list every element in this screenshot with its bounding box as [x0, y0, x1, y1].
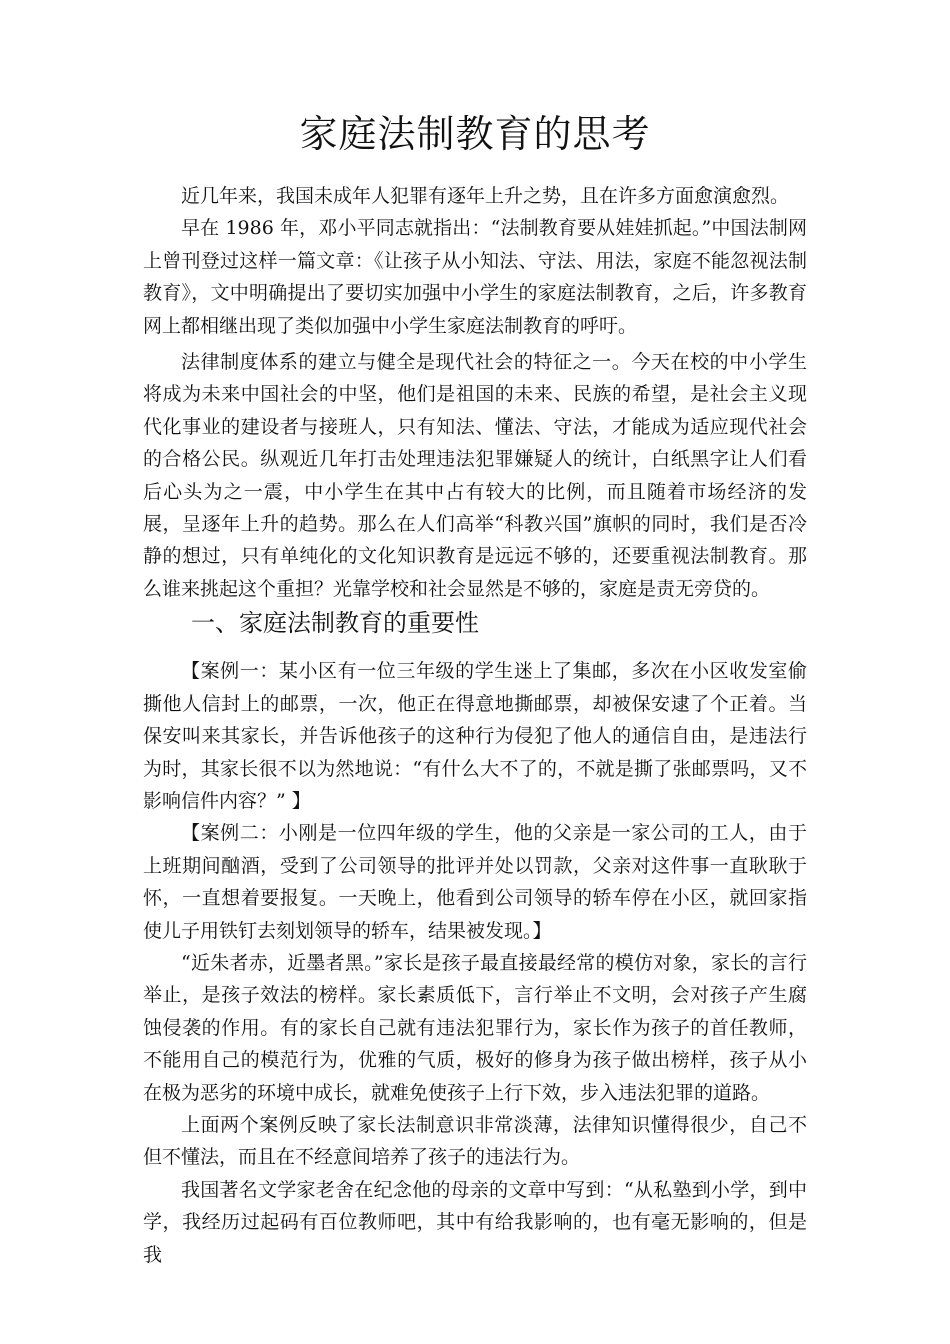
paragraph-lao-she: 我国著名文学家老舍在纪念他的母亲的文章中写到：“从私塾到小学，到中学，我经历过起码有百位教师吧，其中有给我影响的，也有毫无影响的，但是我	[143, 1178, 807, 1266]
paragraph-case-summary: 上面两个案例反映了家长法制意识非常淡薄，法律知识懂得很少，自己不但不懂法，而且在不经意间培养了孩子的违法行为。	[143, 1113, 807, 1169]
paragraph-case-two: 【案例二：小刚是一位四年级的学生，他的父亲是一家公司的工人，由于上班期间酗酒，受到了公司领导的批评并处以罚款，父亲对这件事一直耿耿于怀，一直想着要报复。一天晚上，他看到公司领导的轿车停在小区，就回家指使儿子用铁钉去刻划领导的轿车，结果被发现。】	[143, 822, 807, 942]
document-title: 家庭法制教育的思考	[299, 112, 651, 156]
paragraph-parent-model: “近朱者赤，近墨者黑。”家长是孩子最直接最经常的模仿对象，家长的言行举止，是孩子效法的榜样。家长素质低下，言行举止不文明，会对孩子产生腐蚀侵袭的作用。有的家长自己就有违法犯罪行为，家长作为孩子的首任教师，不能用自己的模范行为，优雅的气质，极好的修身为孩子做出榜样，孩子从小在极为恶劣的环境中成长，就难免使孩子上行下效，步入违法犯罪的道路。	[143, 951, 807, 1104]
document-body	[143, 180, 807, 1271]
section-heading: 一、家庭法制教育的重要性	[191, 609, 479, 638]
paragraph-case-one: 【案例一：某小区有一位三年级的学生迷上了集邮，多次在小区收发室偷撕他人信封上的邮票，一次，他正在得意地撕邮票，却被保安逮了个正着。当保安叫来其家长，并告诉他孩子的这种行为侵犯了他人的通信自由，是违法行为时，其家长很不以为然地说：“有什么大不了的，不就是撕了张邮票吗，又不影响信件内容？” 】	[143, 660, 807, 812]
paragraph-deng-xiaoping: 早在 1986 年，邓小平同志就指出：“法制教育要从娃娃抓起。”中国法制网上曾刊登过这样一篇文章：《让孩子从小知法、守法、用法，家庭不能忽视法制教育》，文中明确提出了要切实加强中小学生的家庭法制教育，之后，许多教育网上都相继出现了类似加强中小学生家庭法制教育的呼吁。	[143, 217, 807, 337]
paragraph-legal-system: 法律制度体系的建立与健全是现代社会的特征之一。今天在校的中小学生将成为未来中国社会的中坚，他们是祖国的未来、民族的希望，是社会主义现代化事业的建设者与接班人，只有知法、懂法、守法，才能成为适应现代社会的合格公民。纵观近几年打击处理违法犯罪嫌疑人的统计，白纸黑字让人们看后心头为之一震，中小学生在其中占有较大的比例，而且随着市场经济的发展，呈逐年上升的趋势。那么在人们高举“科教兴国”旗帜的同时，我们是否冷静的想过，只有单纯化的文化知识教育是远远不够的，还要重视法制教育。那么谁来挑起这个重担？光靠学校和社会显然是不够的，家庭是责无旁贷的。	[143, 351, 807, 600]
paragraph-intro: 近几年来，我国未成年人犯罪有逐年上升之势，且在许多方面愈演愈烈。	[181, 185, 790, 207]
